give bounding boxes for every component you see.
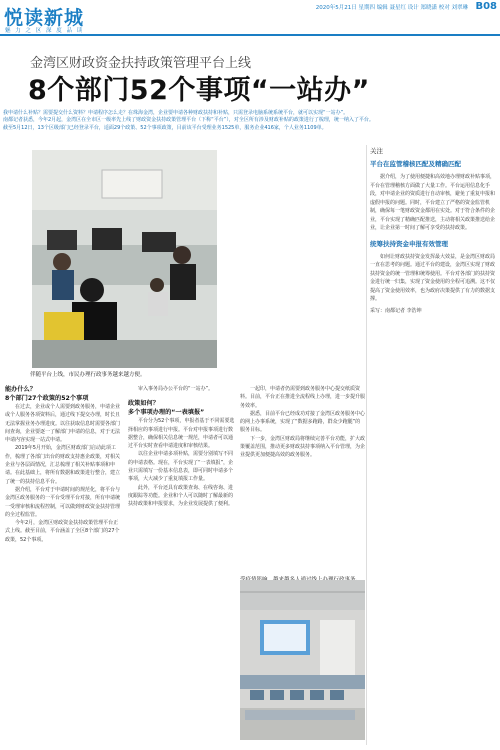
masthead-rule	[0, 34, 500, 36]
article-column	[5, 385, 123, 544]
body-paragraph: 据介绍，平台对于申请时间的规范化，将平台与金湾区政务服务的一平台受理平台对接，所有申请统一受理审核和流程控制，可以做到财政资金扶持管理的全过程监管。	[5, 486, 121, 518]
masthead	[0, 0, 500, 36]
body-paragraph: 在过去，企业或个人需要到政务服务，申请企业或个人服务各项资料后，通过线下提交办理，时长且无法掌握业务办理进度。以往获取信息时需要各部门间查询，企业要逐一了解部门申请的信息，对于无法申请内容实现一站式申请。	[5, 404, 121, 444]
article-kicker: 金湾区财政资金扶持政策管理平台上线	[30, 56, 252, 71]
body-paragraph: 一起印，申请者仍需要到政务服务中心提交纸质资料。目前，平台正在推进全流程线上办理，进一步提升服务效率。	[240, 386, 366, 409]
sidebar-subhead: 平台在监管稽核匹配及精确匹配	[370, 160, 461, 168]
section-title: 悦读新城	[4, 7, 85, 29]
body-paragraph: 审入事务局办公平台的“一站办”。	[138, 386, 214, 392]
photo-caption: 伴随平台上线，市民办理行政事务越来越方便。	[30, 372, 146, 378]
lead-paragraph: 截至5月12日，13个区级部门已经登录平台，适面29个政策、52个事项政策，目前该平台受理业务1525单，服务企业416家，个人业务1109单。	[3, 124, 327, 131]
article-headline: 8个部门52个事项“一站办”	[28, 75, 370, 106]
body-paragraph: 下一步，金湾区财政局将继续完善平台功能，扩大政策覆盖范围，推动更多财政扶持事项纳入平台管理，为企业提供更加便捷高效的政务服务。	[240, 435, 366, 459]
body-paragraph: 平台分为52个事项，申报者基于不同需要选择相应的事项进行申报。平台对申报事项进行数据整合，确保相关信息统一规范，申请者可以通过平台实时查看申请进度和审核结果。	[128, 418, 235, 450]
body-paragraph: 据悉，目前平台已经成功对接了金湾区政务服务中心的网上办事系统，实现了“数据多跑路，群众少跑腿”的服务目标。	[240, 410, 366, 434]
sidebar-subhead: 统筹扶持资金申报有效管理	[370, 239, 448, 248]
body-paragraph: 今年2月，金湾区财政资金扶持政策管理平台正式上线。截至目前，平台涵盖了全区8个部门的27个政策，52个事项。	[5, 520, 120, 543]
sidebar-heading: 关注	[370, 147, 383, 155]
sidebar-text: 据介绍，为了使用便捷和高效地办理财政补贴事项，平台在管理稽核方面做了大量工作。平台运用信息化手段，对申请企业的资质进行自动审核，避免了重复申报和虚假申报的问题。同时，平台建立了严格的资金监管机制，确保每一笔财政资金都用在实处。对于符合条件的企业，平台实现了精确匹配推送，主动将相关政策推送给企业，让企业第一时间了解可享受的扶持政策。	[370, 174, 496, 231]
section-subhead: 8个部门27个政策的52个事项	[5, 395, 89, 402]
service-counter-photo	[32, 150, 217, 368]
sidebar-box	[370, 146, 495, 314]
lead-paragraph: 我申请什么补贴？需要提交什么资料？申请程序怎么走？在珠海金湾，企业要申请各种财政扶持和补贴，只需登录电脑系统系统平台，就可以实现“一站办”。	[3, 110, 349, 116]
section-subhead: 多个事项办理的“一表填报”	[128, 409, 205, 417]
lead-paragraph: 南都记者获悉，今年2月起，金湾区在全市区一级率先上线了财政资金扶持政策管理平台（下称“平台”），对全区所有涉及财政补贴的政策进行了梳理，统一纳入了平台。	[3, 117, 374, 124]
page-number: B08	[475, 1, 497, 12]
service-hall-photo	[240, 580, 365, 740]
article-column	[240, 385, 365, 460]
edition-meta: 2020年5月21日 星期四 编辑 聂星红 设计 郑晓潇 校对 刘翠琳	[315, 5, 468, 11]
body-paragraph: 2019年5月开始，金湾区财政部门启动此项工作，梳理了各部门出台的财政支持惠企政策，对相关企业与各层面情况，汇总梳理了相关补贴事项和申请。在此基础上，将所有数据和政策进行整合，建立了统一的扶持信息平台。	[5, 445, 121, 485]
body-paragraph: 以往企业申请多项补贴，需要分别填写不同的申请表格。现在，平台实现了“一表填报”，企业只需填写一份基本信息表，即可同时申请多个事项，大大减少了重复填报工作量。	[128, 451, 234, 483]
byline: 采写：南都记者 李浩坤	[370, 307, 422, 314]
article-column	[128, 385, 236, 509]
section-subtitle: 魅 力 之 区 深 度 品 读	[5, 28, 84, 34]
column-divider	[366, 145, 367, 745]
section-subhead: 能办什么？	[5, 386, 36, 393]
body-paragraph: 此外，平台还具有政策查询、在线咨询、进度跟踪等功能。企业和个人可以随时了解最新的扶持政策和申报要求，为企业发展提供了便利。	[128, 484, 234, 508]
section-subhead: 政策如何？	[128, 400, 159, 408]
article-lead	[3, 110, 493, 132]
sidebar-text: 如何让财政扶持资金发挥最大效益，是金湾区财政局一直在思考的问题。通过平台的建设，金湾区实现了财政扶持资金的统一管理和统筹使用。平台对各部门的扶持资金进行统一归集，实现了资金使用的全程可追溯。这不仅提高了资金使用效率，也为政府决策提供了有力的数据支撑。	[370, 253, 496, 302]
